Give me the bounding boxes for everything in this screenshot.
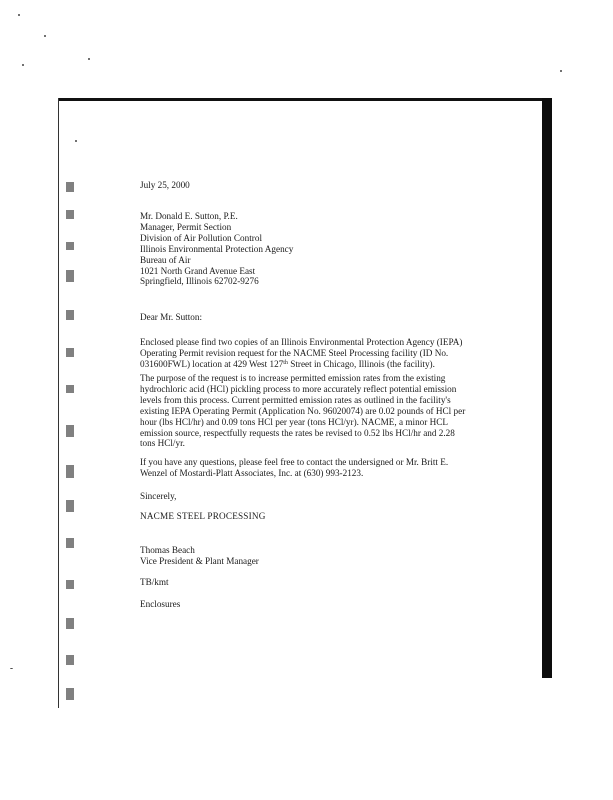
address-line: Illinois Environmental Protection Agency xyxy=(140,243,294,254)
paragraph-line: If you have any questions, please feel free to contact the undersigned or Mr. Britt E. xyxy=(140,457,449,467)
paragraph-line: existing IEPA Operating Permit (Application No. 96020074) are 0.02 pounds of HCl per xyxy=(140,405,466,416)
scan-speck xyxy=(75,140,77,142)
address-line: Mr. Donald E. Sutton, P.E. xyxy=(140,211,238,221)
paragraph-line: emission source, respectfully requests the rates be revised to 0.52 lbs HCl/hr and 2.28 xyxy=(140,427,455,438)
paragraph-line: The purpose of the request is to increase permitted emission rates from the existing xyxy=(140,373,446,383)
scan-mark xyxy=(66,210,74,219)
scan-mark xyxy=(66,655,74,665)
signature-block xyxy=(140,545,259,567)
closing: Sincerely, xyxy=(140,491,177,501)
line-text: 031600FWL) location at 429 West 127 xyxy=(140,358,284,369)
paragraph-line: Enclosed please find two copies of an Illinois Environmental Protection Agency (IEPA) xyxy=(140,337,463,347)
address-line: Springfield, Illinois 62702-9276 xyxy=(140,276,259,287)
ordinal-superscript: th xyxy=(283,359,288,366)
address-line: Manager, Permit Section xyxy=(140,221,232,232)
scan-mark xyxy=(66,385,74,393)
scan-speck xyxy=(22,64,24,66)
scan-border-top xyxy=(58,98,542,101)
scan-border-right xyxy=(542,98,552,678)
scan-border-left xyxy=(58,98,59,708)
paragraph-line: hydrochloric acid (HCl) pickling process to more accurately reflect potential emission xyxy=(140,383,457,394)
paragraph-line: Wenzel of Mostardi-Platt Associates, Inc. at (630) 993-2123. xyxy=(140,467,364,478)
paragraph-contact xyxy=(140,457,448,479)
signer-title: Vice President & Plant Manager xyxy=(140,555,259,566)
signer-name: Thomas Beach xyxy=(140,545,195,555)
scan-mark xyxy=(66,242,74,250)
salutation: Dear Mr. Sutton: xyxy=(140,312,203,322)
address-line: Division of Air Pollution Control xyxy=(140,232,262,243)
scan-mark xyxy=(66,425,74,437)
paragraph-line: Operating Permit revision request for the NACME Steel Processing facility (ID No. xyxy=(140,347,449,358)
scan-mark xyxy=(66,182,74,192)
scan-speck xyxy=(560,70,562,72)
scan-mark xyxy=(66,500,74,512)
paragraph-line xyxy=(140,359,462,370)
address-line: 1021 North Grand Avenue East xyxy=(140,265,256,276)
enclosures-note: Enclosures xyxy=(140,599,181,609)
scan-mark xyxy=(66,580,74,589)
letter-date: July 25, 2000 xyxy=(140,180,190,190)
paragraph-line: levels from this process. Current permitted emission rates as outlined in the facility's xyxy=(140,394,451,405)
scan-mark xyxy=(66,270,74,282)
paragraph-line: tons HCl/yr. xyxy=(140,438,185,449)
scan-mark xyxy=(66,310,74,320)
scan-mark xyxy=(66,618,74,629)
scan-speck xyxy=(88,58,90,60)
scan-speck xyxy=(18,14,20,16)
address-line: Bureau of Air xyxy=(140,254,191,265)
recipient-address xyxy=(140,211,293,287)
scan-mark xyxy=(66,348,74,357)
paragraph-purpose xyxy=(140,373,465,449)
scan-speck xyxy=(44,35,46,37)
scan-speck xyxy=(10,668,13,669)
scan-mark xyxy=(66,688,74,700)
scan-mark xyxy=(66,538,74,548)
line-text: Street in Chicago, Illinois (the facility). xyxy=(287,358,435,369)
company-name: NACME STEEL PROCESSING xyxy=(140,511,266,521)
paragraph-line: hour (lbs HCl/hr) and 0.09 tons HCl per year (tons HCl/yr). NACME, a minor HCL xyxy=(140,416,449,427)
typist-initials: TB/kmt xyxy=(140,577,169,587)
scan-mark xyxy=(66,465,74,478)
paragraph-enclosure xyxy=(140,337,462,370)
margin-scan-marks xyxy=(66,170,78,710)
